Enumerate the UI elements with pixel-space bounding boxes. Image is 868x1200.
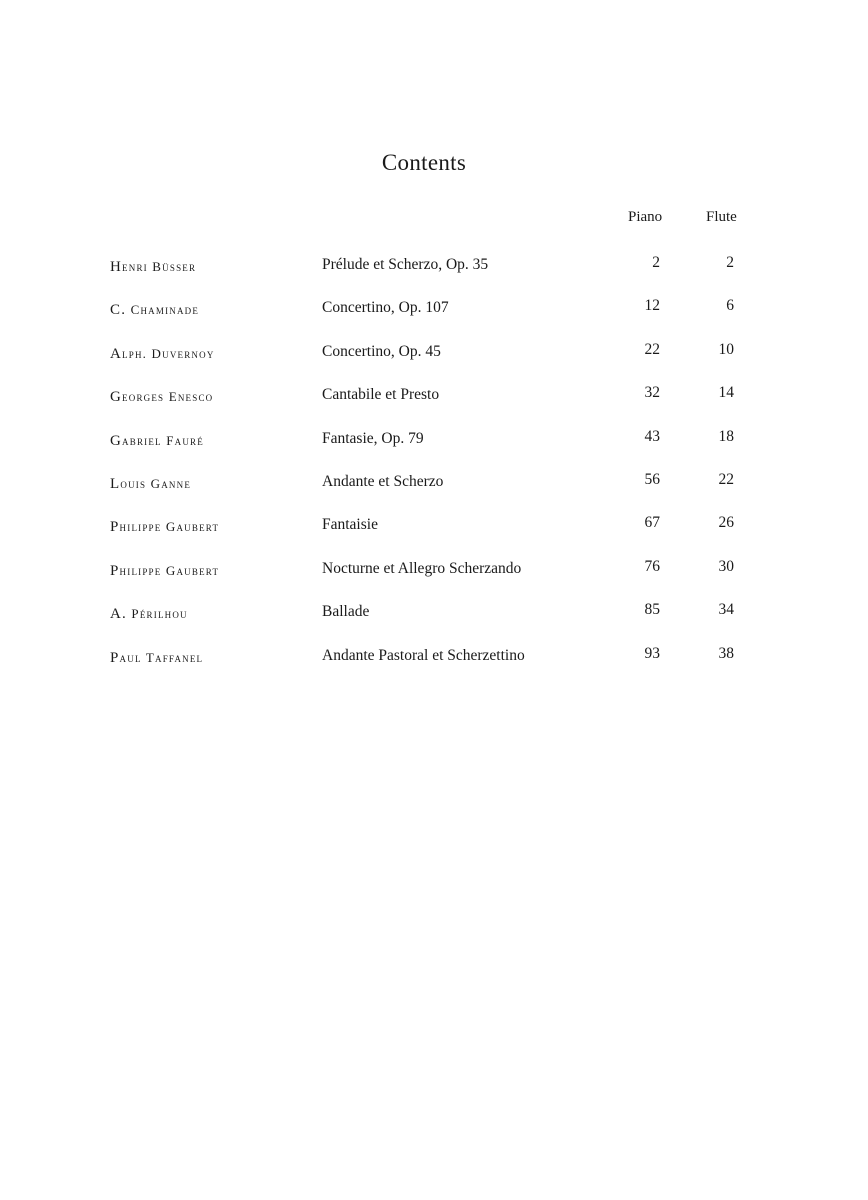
piano-page-number: 93 — [644, 644, 660, 662]
composer-name: Philippe Gaubert — [110, 519, 220, 536]
composer-name: Louis Ganne — [110, 475, 192, 492]
piano-page-number: 85 — [644, 601, 660, 619]
work-title: Concertino, Op. 45 — [322, 342, 441, 360]
flute-page-number: 18 — [718, 427, 734, 445]
composer-name: Paul Taffanel — [110, 649, 204, 666]
work-title: Fantaisie — [322, 516, 378, 534]
work-title: Andante et Scherzo — [322, 472, 444, 490]
contents-entry — [0, 426, 868, 469]
contents-entry — [0, 382, 868, 425]
piano-page-number: 12 — [644, 297, 660, 315]
piano-page-number: 2 — [652, 254, 660, 271]
contents-entry — [0, 512, 868, 555]
contents-entry — [0, 643, 868, 686]
composer-name: Gabriel Fauré — [110, 432, 204, 449]
composer-name: Alph. Duvernoy — [110, 345, 215, 362]
contents-entry — [0, 556, 868, 599]
work-title: Andante Pastoral et Scherzettino — [322, 646, 525, 664]
column-header-flute: Flute — [706, 209, 737, 225]
flute-page-number: 2 — [726, 254, 734, 271]
piano-page-number: 43 — [644, 427, 660, 445]
column-header-piano: Piano — [628, 209, 663, 225]
work-title: Fantasie, Op. 79 — [322, 429, 424, 447]
contents-entry — [0, 295, 868, 338]
page-title: Contents — [381, 150, 467, 175]
contents-entry — [0, 469, 868, 512]
piano-page-number: 76 — [644, 557, 660, 575]
piano-page-number: 22 — [644, 340, 660, 358]
flute-page-number: 30 — [718, 557, 734, 575]
composer-name: Philippe Gaubert — [110, 562, 220, 579]
work-title: Nocturne et Allegro Scherzando — [322, 559, 522, 577]
contents-entry — [0, 339, 868, 382]
piano-page-number: 56 — [644, 470, 660, 488]
contents-entry — [0, 252, 868, 295]
flute-page-number: 34 — [718, 601, 734, 619]
flute-page-number: 26 — [718, 514, 734, 532]
flute-page-number: 6 — [726, 297, 734, 315]
composer-name: A. Périlhou — [110, 606, 188, 623]
piano-page-number: 67 — [644, 514, 660, 532]
piano-page-number: 32 — [644, 384, 660, 402]
flute-page-number: 10 — [718, 340, 734, 358]
flute-page-number: 14 — [718, 384, 734, 402]
work-title: Concertino, Op. 107 — [322, 299, 449, 317]
composer-name: Georges Enesco — [110, 389, 214, 406]
work-title: Cantabile et Presto — [322, 386, 440, 404]
work-title: Prélude et Scherzo, Op. 35 — [322, 256, 489, 273]
contents-entry — [0, 599, 868, 642]
composer-name: C. Chaminade — [110, 302, 200, 319]
flute-page-number: 38 — [718, 644, 734, 662]
composer-name: Henri Büsser — [110, 259, 197, 275]
contents-list — [0, 252, 868, 686]
work-title: Ballade — [322, 603, 370, 621]
flute-page-number: 22 — [718, 470, 734, 488]
